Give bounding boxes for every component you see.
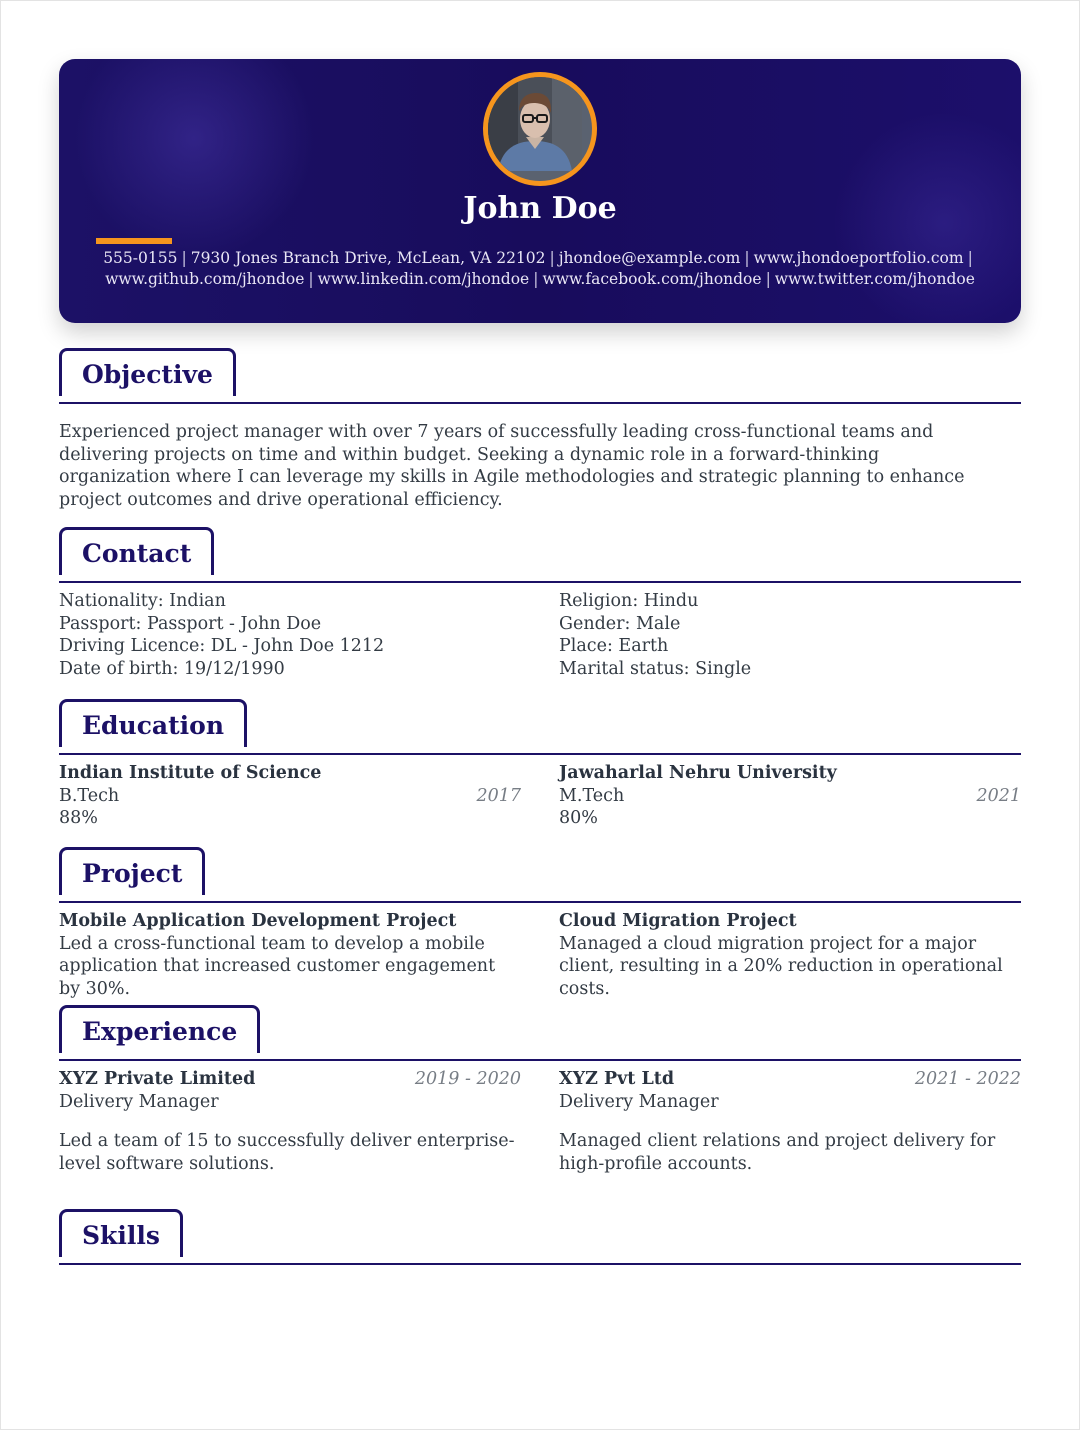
linkedin-link[interactable]: www.linkedin.com/jhondoe [317, 270, 530, 288]
experience-section-header [59, 1005, 1021, 1061]
portrait-image [488, 77, 582, 171]
contact-section-header [59, 527, 1021, 583]
project-name: Mobile Application Development Project [59, 911, 457, 931]
objective-section-header [59, 348, 1021, 404]
job-role: Delivery Manager [59, 1091, 219, 1112]
contact-title: Contact [59, 527, 214, 575]
institution-name: Indian Institute of Science [59, 763, 322, 783]
facebook-link[interactable]: www.facebook.com/jhondoe [542, 270, 762, 288]
employment-period: 2019 - 2020 [414, 1069, 521, 1089]
resume-header [59, 59, 1021, 323]
email-link[interactable]: jhondoe@example.com [558, 249, 741, 267]
experience-item [559, 1068, 1021, 1175]
contact-links-line-2: www.github.com/jhondoe | www.linkedin.com/jhondoe | www.facebook.com/jhondoe | www.twitter.com/jhondoe [105, 270, 975, 288]
education-title: Education [59, 699, 247, 747]
company-name: XYZ Pvt Ltd [559, 1069, 675, 1089]
employment-period: 2021 - 2022 [914, 1069, 1021, 1089]
education-item [559, 762, 1021, 830]
contact-details-left [59, 590, 521, 680]
driving-licence-text: Driving Licence: DL - John Doe 1212 [59, 636, 385, 656]
project-description: Led a cross-functional team to develop a mobile application that increased customer engagement by 30%. [59, 933, 496, 999]
job-description: Led a team of 15 to successfully deliver enterprise-level software solutions. [59, 1131, 515, 1174]
objective-text: Experienced project manager with over 7 years of successfully leading cross-functional teams and delivering projects on time and within budget. Seeking a dynamic role in a forward-thinking organization where I can leverage my skills in Agile methodologies and strategic planning to enhance project outcomes and drive operational efficiency. [59, 422, 965, 510]
skills-title: Skills [59, 1209, 183, 1257]
degree-text: M.Tech [559, 785, 625, 806]
graduation-year: 2021 [976, 785, 1021, 806]
place-text: Place: Earth [559, 636, 669, 656]
nationality-text: Nationality: Indian [59, 591, 226, 611]
score-text: 88% [59, 808, 98, 828]
skills-section-header [59, 1209, 1021, 1265]
project-title: Project [59, 847, 205, 895]
contact-details-right [559, 590, 1021, 680]
religion-text: Religion: Hindu [559, 591, 699, 611]
portfolio-link[interactable]: www.jhondoeportfolio.com [753, 249, 964, 267]
score-text: 80% [559, 808, 598, 828]
address-text: 7930 Jones Branch Drive, McLean, VA 22102 [190, 249, 546, 267]
project-description: Managed a cloud migration project for a major client, resulting in a 20% reduction in operational costs. [559, 933, 1003, 999]
job-role: Delivery Manager [559, 1091, 719, 1112]
experience-item [59, 1068, 521, 1175]
candidate-name: John Doe [463, 191, 617, 226]
phone-text: 555-0155 [103, 249, 178, 267]
date-of-birth-text: Date of birth: 19/12/1990 [59, 658, 285, 679]
education-section-header [59, 699, 1021, 755]
passport-text: Passport: Passport - John Doe [59, 613, 322, 634]
objective-title: Objective [59, 348, 236, 396]
job-description: Managed client relations and project delivery for high-profile accounts. [559, 1131, 996, 1174]
gender-text: Gender: Male [559, 613, 681, 634]
project-item [559, 910, 1021, 1000]
institution-name: Jawaharlal Nehru University [559, 763, 837, 783]
profile-photo [483, 72, 597, 186]
twitter-link[interactable]: www.twitter.com/jhondoe [774, 270, 975, 288]
company-name: XYZ Private Limited [59, 1069, 256, 1089]
education-item [59, 762, 521, 830]
accent-bar [96, 238, 172, 244]
github-link[interactable]: www.github.com/jhondoe [105, 270, 305, 288]
project-item [59, 910, 521, 1000]
contact-links-line-1: 555-0155 | 7930 Jones Branch Drive, McLean, VA 22102 | jhondoe@example.com | www.jhondoeportfolio.com | [103, 249, 973, 267]
graduation-year: 2017 [476, 785, 521, 806]
experience-title: Experience [59, 1005, 260, 1053]
project-name: Cloud Migration Project [559, 911, 797, 931]
marital-status-text: Marital status: Single [559, 658, 752, 679]
degree-text: B.Tech [59, 785, 120, 806]
project-section-header [59, 847, 1021, 903]
